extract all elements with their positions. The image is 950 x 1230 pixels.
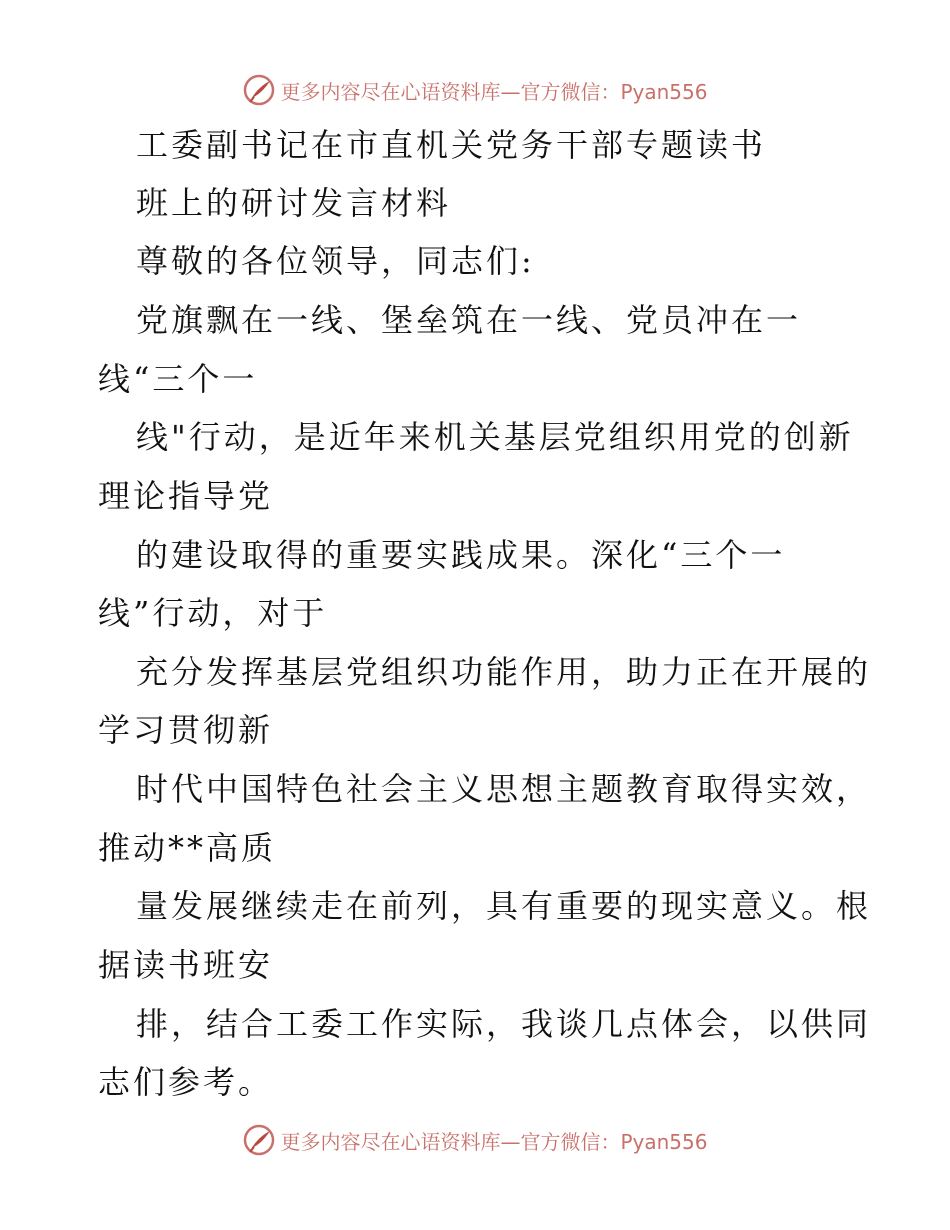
text-line: 时代中国特色社会主义思想主题教育取得实效，	[136, 770, 872, 808]
text-line: 线”行动，对于	[98, 594, 328, 632]
watermark-text: 更多内容尽在心语资料库—官方微信：Pyan556	[280, 79, 708, 104]
text-line: 推动**高质	[98, 829, 277, 867]
text-line: 班上的研讨发言材料	[136, 184, 452, 222]
watermark-text: 更多内容尽在心语资料库—官方微信：Pyan556	[280, 1129, 708, 1154]
header-watermark	[0, 70, 950, 110]
feather-quill-icon	[242, 73, 276, 107]
footer-watermark	[0, 1120, 950, 1160]
text-line: 线"行动，是近年来机关基层党组织用党的创新	[136, 418, 854, 456]
text-line: 工委副书记在市直机关党务干部专题读书	[136, 126, 767, 164]
text-line: 志们参考。	[98, 1063, 274, 1101]
text-line: 理论指导党	[98, 477, 274, 515]
text-line: 线“三个一	[98, 360, 258, 398]
text-line: 排，结合工委工作实际，我谈几点体会，以供同	[136, 1005, 872, 1043]
feather-quill-icon	[242, 1123, 276, 1157]
text-line: 尊敬的各位领导，同志们:	[136, 242, 535, 280]
text-line: 据读书班安	[98, 946, 274, 984]
text-line: 量发展继续走在前列，具有重要的现实意义。根	[136, 887, 872, 925]
text-line: 的建设取得的重要实践成果。深化“三个一	[136, 536, 786, 574]
text-line: 党旗飘在一线、堡垒筑在一线、党员冲在一	[136, 301, 802, 339]
text-line: 学习贯彻新	[98, 711, 274, 749]
text-line: 充分发挥基层党组织功能作用，助力正在开展的	[136, 653, 872, 691]
